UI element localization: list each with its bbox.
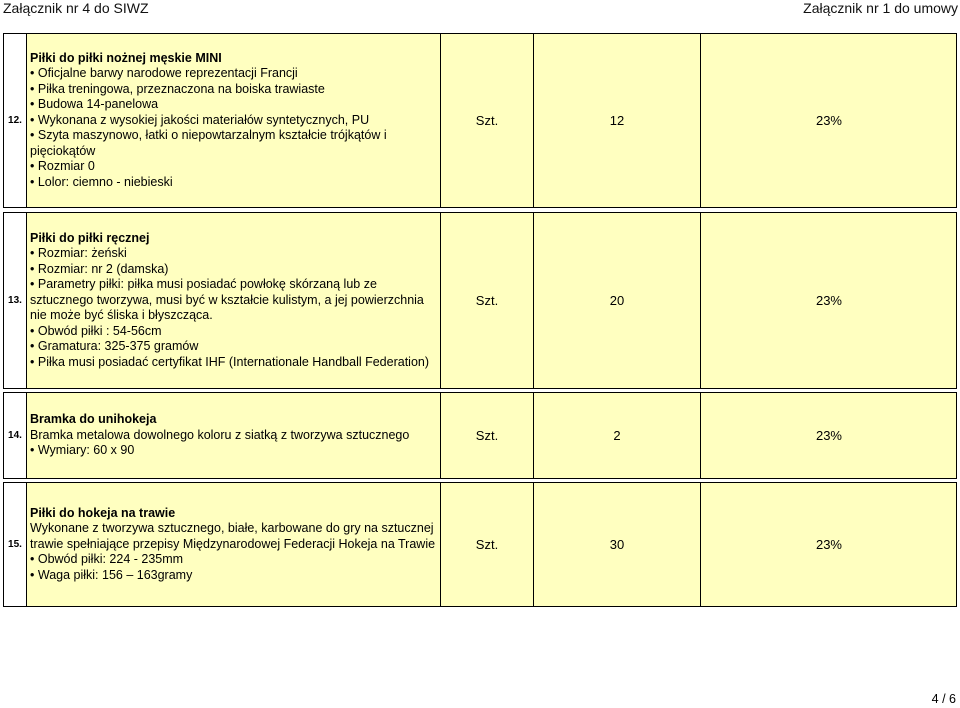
spec-line: • Piłka musi posiadać certyfikat IHF (Internationale Handball Federation) — [30, 355, 440, 371]
unit-cell: Szt. — [440, 482, 533, 607]
row-number: 14. — [3, 392, 26, 479]
spec-line: • Rozmiar 0 — [30, 159, 440, 175]
spec-line: sztucznego tworzywa, musi być w kształcie kulistym, a jej powierzchnia — [30, 292, 424, 307]
table-row — [3, 392, 957, 479]
item-description — [26, 392, 440, 479]
quantity-cell: 20 — [533, 212, 700, 389]
item-title: Piłki do hokeja na trawie — [30, 505, 176, 520]
spec-line: • Oficjalne barwy narodowe reprezentacji Francji — [30, 66, 440, 82]
item-description — [26, 482, 440, 607]
header-right-title: Załącznik nr 1 do umowy — [803, 0, 958, 16]
spec-line: • Rozmiar: żeński — [30, 246, 440, 262]
header-left-title: Załącznik nr 4 do SIWZ — [3, 0, 149, 16]
item-description — [26, 33, 440, 208]
vat-cell: 23% — [700, 482, 957, 607]
spec-line: • Obwód piłki : 54-56cm — [30, 324, 440, 340]
vat-cell: 23% — [700, 33, 957, 208]
spec-line: • Wymiary: 60 x 90 — [30, 443, 440, 459]
item-description — [26, 212, 440, 389]
spec-line: nie może być śliska i błyszcząca. — [30, 308, 213, 323]
unit-cell: Szt. — [440, 33, 533, 208]
item-title: Piłki do piłki nożnej męskie MINI — [30, 50, 222, 65]
spec-line: • Rozmiar: nr 2 (damska) — [30, 262, 440, 278]
vat-cell: 23% — [700, 212, 957, 389]
spec-line: • Parametry piłki: piłka musi posiadać powłokę skórzaną lub ze — [30, 277, 440, 293]
quantity-cell: 12 — [533, 33, 700, 208]
unit-cell: Szt. — [440, 212, 533, 389]
spec-line: • Piłka treningowa, przeznaczona na boiska trawiaste — [30, 82, 440, 98]
table-row — [3, 33, 957, 208]
table-row — [3, 482, 957, 607]
spec-line: Wykonane z tworzywa sztucznego, białe, karbowane do gry na sztucznej — [30, 521, 434, 536]
row-number: 15. — [3, 482, 26, 607]
page-number: 4 / 6 — [931, 692, 956, 706]
spec-line: • Budowa 14-panelowa — [30, 97, 440, 113]
row-number: 12. — [3, 33, 26, 208]
spec-line: • Wykonana z wysokiej jakości materiałów syntetycznych, PU — [30, 113, 440, 129]
spec-line: pięciokątów — [30, 143, 96, 158]
spec-line: trawie spełniające przepisy Międzynarodowej Federacji Hokeja na Trawie — [30, 536, 436, 551]
spec-line: • Szyta maszynowo, łatki o niepowtarzalnym kształcie trójkątów i — [30, 128, 440, 144]
quantity-cell: 30 — [533, 482, 700, 607]
table-row — [3, 212, 957, 389]
vat-cell: 23% — [700, 392, 957, 479]
quantity-cell: 2 — [533, 392, 700, 479]
item-title: Bramka do unihokeja — [30, 412, 157, 427]
spec-line: Bramka metalowa dowolnego koloru z siatką z tworzywa sztucznego — [30, 427, 410, 442]
spec-line: • Lolor: ciemno - niebieski — [30, 175, 440, 191]
item-title: Piłki do piłki ręcznej — [30, 230, 150, 245]
spec-line: • Gramatura: 325-375 gramów — [30, 339, 440, 355]
unit-cell: Szt. — [440, 392, 533, 479]
spec-line: • Obwód piłki: 224 - 235mm — [30, 552, 440, 568]
row-number: 13. — [3, 212, 26, 389]
spec-line: • Waga piłki: 156 – 163gramy — [30, 568, 440, 584]
